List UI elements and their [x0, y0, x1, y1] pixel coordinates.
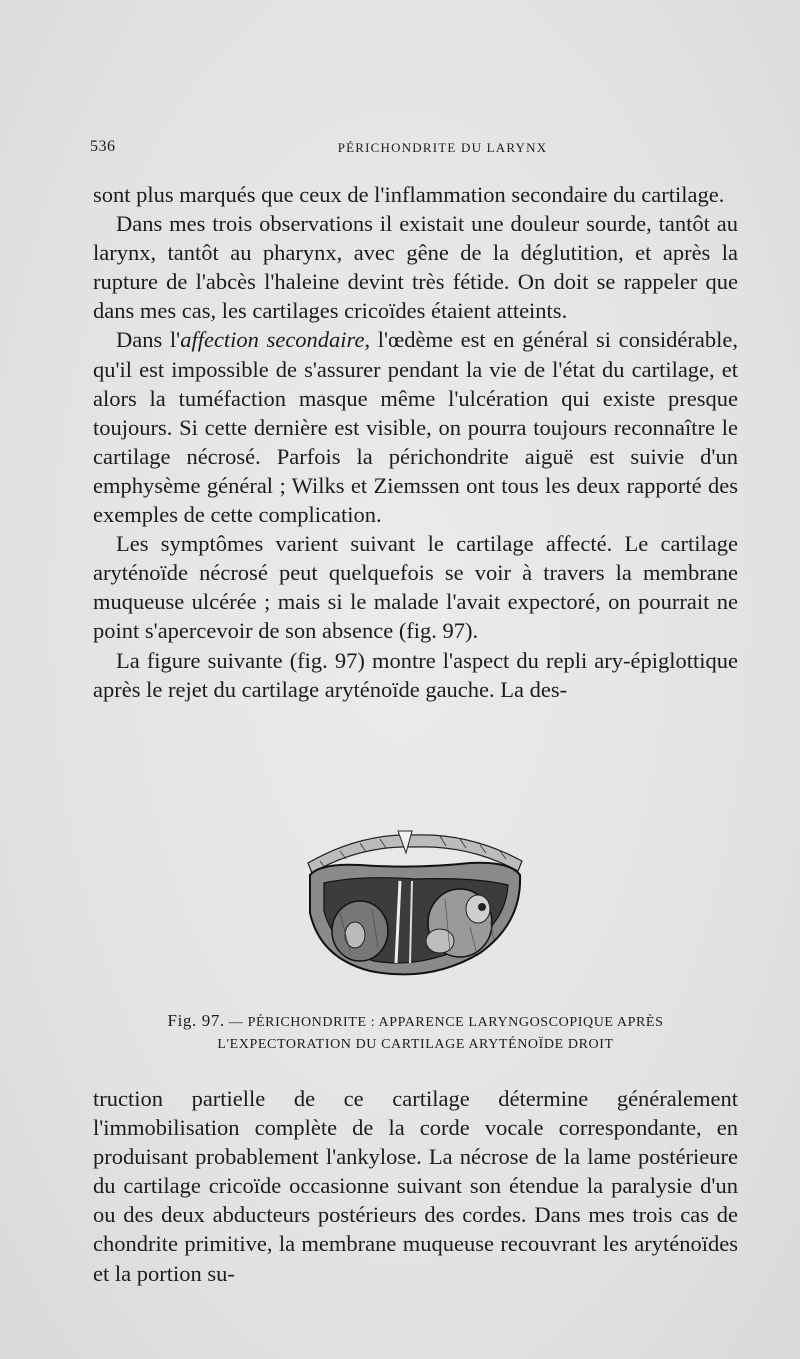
caption-line — [93, 1010, 738, 1034]
larynx-engraving — [300, 823, 530, 983]
paragraph-text: Dans l' — [116, 327, 181, 353]
caption-line: L'EXPECTORATION DU CARTILAGE ARYTÉNOÏDE DROIT — [217, 1037, 614, 1052]
top-text-block — [93, 180, 738, 704]
paragraph: truction partielle de ce cartilage détermine généralement l'immobilisation complète de la corde vocale correspondante, en produisant probablement l'ankylose. La nécrose de la lame postérieure du cartilage cricoïde occasionne suivant son étendue la paralysie d'un ou des deux abducteurs postérieurs des cordes. Dans mes trois cas de chondrite primitive, la membrane muqueuse recouvrant les aryténoïdes et la portion su- — [93, 1086, 738, 1286]
figure-label: Fig. 97. — [167, 1011, 225, 1030]
italic-term: affection secondaire — [180, 327, 365, 353]
paragraph: Les symptômes varient suivant le cartilage affecté. Le cartilage aryténoïde nécrosé peut quelquefois se voir à travers la membrane muqueuse ulcérée ; mais si le malade l'avait expectoré, on pourrait ne point s'apercevoir de son absence (fig. 97). — [93, 531, 738, 644]
laryngoscopic-figure — [300, 823, 530, 983]
page-header — [90, 138, 740, 168]
paragraph-text: , l'œdème est en général si considérable, qu'il est impossible de s'assurer pendant la vie de l'état du cartilage, et alors la tuméfaction masque même l'ulcération qui existe presque toujours. Si cette dernière est visible, on pourra toujours reconnaître le cartilage nécrosé. Parfois la périchondrite aiguë est suivie d'un emphysème général ; Wilks et Ziemssen ont tous les deux rapporté des exemples de cette complication. — [93, 327, 739, 528]
paragraph: Dans mes trois observations il existait une douleur sourde, tantôt au larynx, tantôt au pharynx, avec gêne de la déglutition, et après la rupture de l'abcès l'haleine devint très fétide. On doit se rappeler que dans mes cas, les cartilages cricoïdes étaient atteints. — [93, 211, 738, 324]
figure-caption — [93, 1010, 738, 1056]
page-number: 536 — [90, 138, 116, 155]
running-title: PÉRICHONDRITE DU LARYNX — [337, 140, 548, 155]
caption-text: — PÉRICHONDRITE : APPARENCE LARYNGOSCOPIQUE APRÈS — [228, 1015, 664, 1030]
bottom-text-block — [93, 1084, 738, 1288]
paragraph: sont plus marqués que ceux de l'inflammation secondaire du cartilage. — [93, 182, 725, 207]
paragraph: La figure suivante (fig. 97) montre l'aspect du repli ary-épiglottique après le rejet du cartilage aryténoïde gauche. La des- — [93, 647, 738, 702]
paragraph — [93, 325, 738, 529]
